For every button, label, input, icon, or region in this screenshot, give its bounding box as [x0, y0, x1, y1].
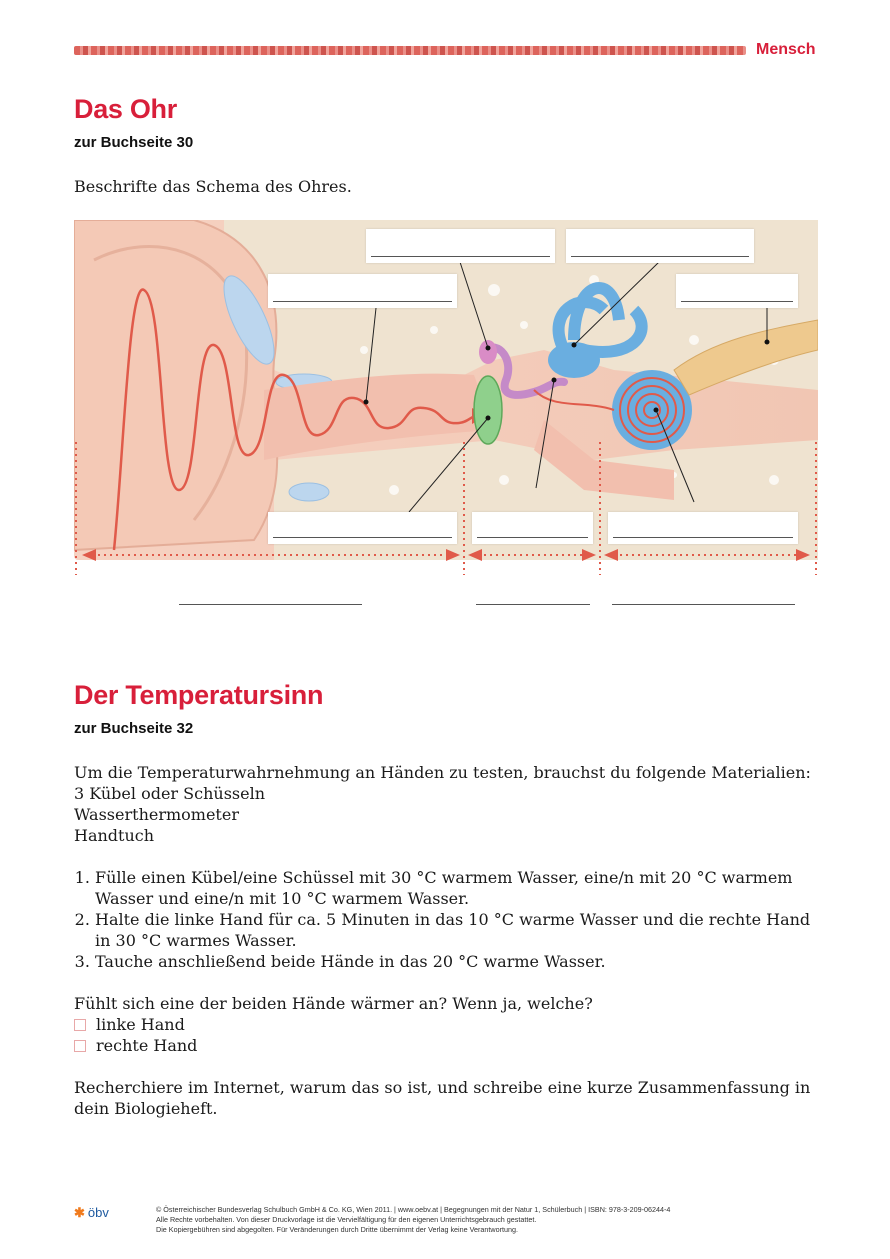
materials-intro: Um die Temperaturwahrnehmung an Händen zu testen, brauchst du folgende Materialien: — [74, 763, 811, 782]
footer-copyright — [156, 1205, 806, 1235]
material-item: Wasserthermometer — [74, 805, 239, 824]
option-label: linke Hand — [96, 1015, 185, 1034]
option-label: rechte Hand — [96, 1036, 198, 1055]
material-item: Handtuch — [74, 826, 155, 845]
label-box-1[interactable] — [366, 229, 555, 263]
steps-list — [74, 867, 814, 972]
header-decor-bar — [74, 46, 746, 55]
temperature-body — [74, 762, 814, 1119]
footer-line: Die Kopiergebühren sind abgegolten. Für Veränderungen durch Dritte übernimmt der Verlag keine Verantwortung. — [156, 1225, 518, 1234]
section-tag: Mensch — [756, 41, 816, 58]
eardrum — [474, 376, 502, 444]
ear-page-ref: zur Buchseite 30 — [74, 134, 194, 151]
middle-ear-answer-line[interactable] — [476, 604, 590, 605]
question: Fühlt sich eine der beiden Hände wärmer an? Wenn ja, welche? — [74, 994, 593, 1013]
ear-instruction: Beschrifte das Schema des Ohres. — [74, 177, 352, 196]
footer-line: © Österreichischer Bundesverlag Schulbuch GmbH & Co. KG, Wien 2011. | www.oebv.at | Begegnungen mit der Natur 1, Schülerbuch | ISBN: 978-3-209-06244-4 — [156, 1205, 671, 1214]
label-box-7[interactable] — [608, 512, 798, 544]
temperature-page-ref: zur Buchseite 32 — [74, 720, 194, 737]
ear-title: Das Ohr — [74, 94, 177, 124]
cochlea — [612, 370, 692, 450]
inner-ear-answer-line[interactable] — [612, 604, 795, 605]
checkbox-right-hand[interactable] — [74, 1040, 86, 1052]
label-box-2[interactable] — [566, 229, 754, 263]
temperature-title: Der Temperatursinn — [74, 680, 324, 710]
material-item: 3 Kübel oder Schüsseln — [74, 784, 266, 803]
hammer — [479, 340, 497, 364]
step-item: 1. Fülle einen Kübel/eine Schüssel mit 30 °C warmem Wasser, eine/n mit 20 °C warmem Wasser und eine/n mit 10 °C warmem Wasser. — [95, 867, 814, 909]
label-box-6[interactable] — [472, 512, 593, 544]
step-item: 3. Tauche anschließend beide Hände in das 20 °C warme Wasser. — [95, 951, 814, 972]
option-left[interactable] — [74, 1014, 814, 1035]
cartilage-lower — [289, 483, 329, 501]
ear-diagram — [74, 220, 818, 580]
checkbox-left-hand[interactable] — [74, 1019, 86, 1031]
footer-line: Alle Rechte vorbehalten. Von dieser Druckvorlage ist die Vervielfältigung für den eigenen Unterrichtsgebrauch gestattet. — [156, 1215, 537, 1224]
label-box-3[interactable] — [268, 274, 457, 308]
logo-star-icon: ✱ — [74, 1205, 85, 1220]
step-item: 2. Halte die linke Hand für ca. 5 Minuten in das 10 °C warme Wasser und die rechte Hand in 30 °C warmes Wasser. — [95, 909, 814, 951]
task-text: Recherchiere im Internet, warum das so ist, und schreibe eine kurze Zusammenfassung in dein Biologieheft. — [74, 1078, 811, 1118]
logo-text: öbv — [87, 1205, 109, 1220]
outer-ear-answer-line[interactable] — [179, 604, 362, 605]
option-right[interactable] — [74, 1035, 814, 1056]
label-box-4[interactable] — [676, 274, 798, 308]
label-box-5[interactable] — [268, 512, 457, 544]
publisher-logo — [74, 1205, 109, 1221]
